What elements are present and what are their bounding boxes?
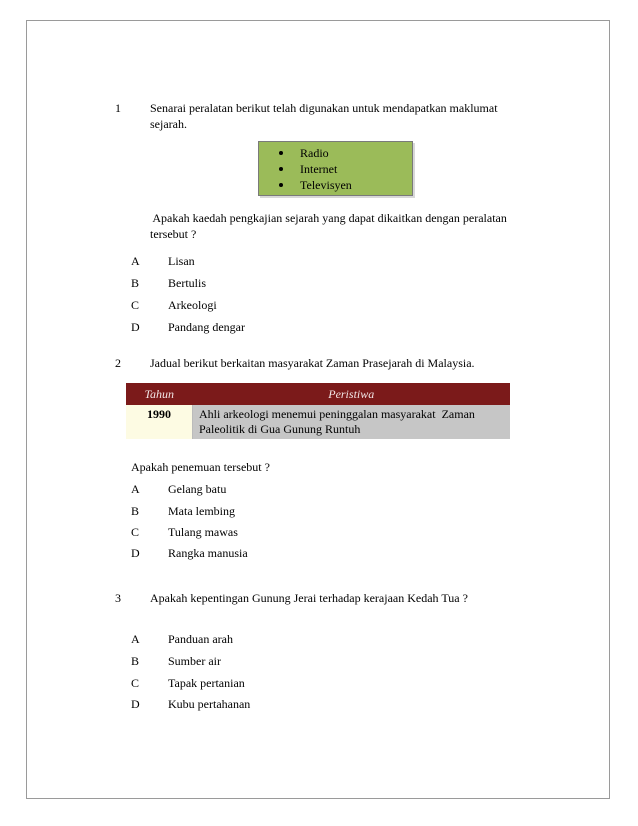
table-header: Tahun (126, 383, 193, 405)
option-letter: C (131, 298, 140, 312)
question-prompt-line: Apakah kaedah pengkajian sejarah yang dapat dikaitkan dengan peralatan (150, 211, 507, 225)
option-text[interactable]: Gelang batu (168, 482, 227, 496)
option-text[interactable]: Rangka manusia (168, 546, 248, 560)
equipment-list (275, 145, 352, 193)
option-letter: D (131, 546, 140, 560)
bullet-icon (279, 167, 283, 171)
bullet-icon (279, 151, 283, 155)
table-header: Peristiwa (193, 383, 511, 405)
table-cell-year: 1990 (126, 405, 193, 439)
option-text[interactable]: Kubu pertahanan (168, 697, 251, 711)
option-text[interactable]: Bertulis (168, 276, 206, 290)
table-cell-event: Ahli arkeologi menemui peninggalan masyarakat Zaman Paleolitik di Gua Gunung Runtuh (193, 405, 511, 439)
option-text[interactable]: Sumber air (168, 654, 221, 668)
option-text[interactable]: Mata lembing (168, 504, 235, 518)
option-text[interactable]: Pandang dengar (168, 320, 245, 334)
question-number: 2 (115, 356, 121, 370)
option-letter: A (131, 482, 140, 496)
option-text[interactable]: Arkeologi (168, 298, 217, 312)
option-letter: B (131, 654, 140, 668)
list-item: Internet (275, 161, 352, 177)
option-letter: D (131, 697, 140, 711)
option-letter: A (131, 632, 140, 646)
option-letter: D (131, 320, 140, 334)
question-number: 1 (115, 101, 121, 115)
list-item: Televisyen (275, 177, 352, 193)
question-stem-line: Senarai peralatan berikut telah digunakan untuk mendapatkan maklumat (150, 101, 498, 115)
option-letter: C (131, 525, 140, 539)
question-prompt-line: tersebut ? (150, 227, 197, 241)
question-stem: Apakah kepentingan Gunung Jerai terhadap kerajaan Kedah Tua ? (150, 591, 468, 605)
list-item: Radio (275, 145, 352, 161)
table-header-row (126, 383, 510, 405)
option-text[interactable]: Lisan (168, 254, 195, 268)
bullet-icon (279, 183, 283, 187)
table-row (126, 405, 510, 439)
prehistory-table (126, 383, 510, 439)
option-letter: A (131, 254, 140, 268)
option-letter: B (131, 504, 140, 518)
option-letter: B (131, 276, 140, 290)
option-letter: C (131, 676, 140, 690)
option-text[interactable]: Panduan arah (168, 632, 233, 646)
equipment-box (258, 141, 413, 196)
option-text[interactable]: Tapak pertanian (168, 676, 245, 690)
option-text[interactable]: Tulang mawas (168, 525, 238, 539)
question-stem: Jadual berikut berkaitan masyarakat Zaman Prasejarah di Malaysia. (150, 356, 475, 370)
question-prompt: Apakah penemuan tersebut ? (131, 460, 270, 474)
question-number: 3 (115, 591, 121, 605)
question-stem-line: sejarah. (150, 117, 187, 131)
